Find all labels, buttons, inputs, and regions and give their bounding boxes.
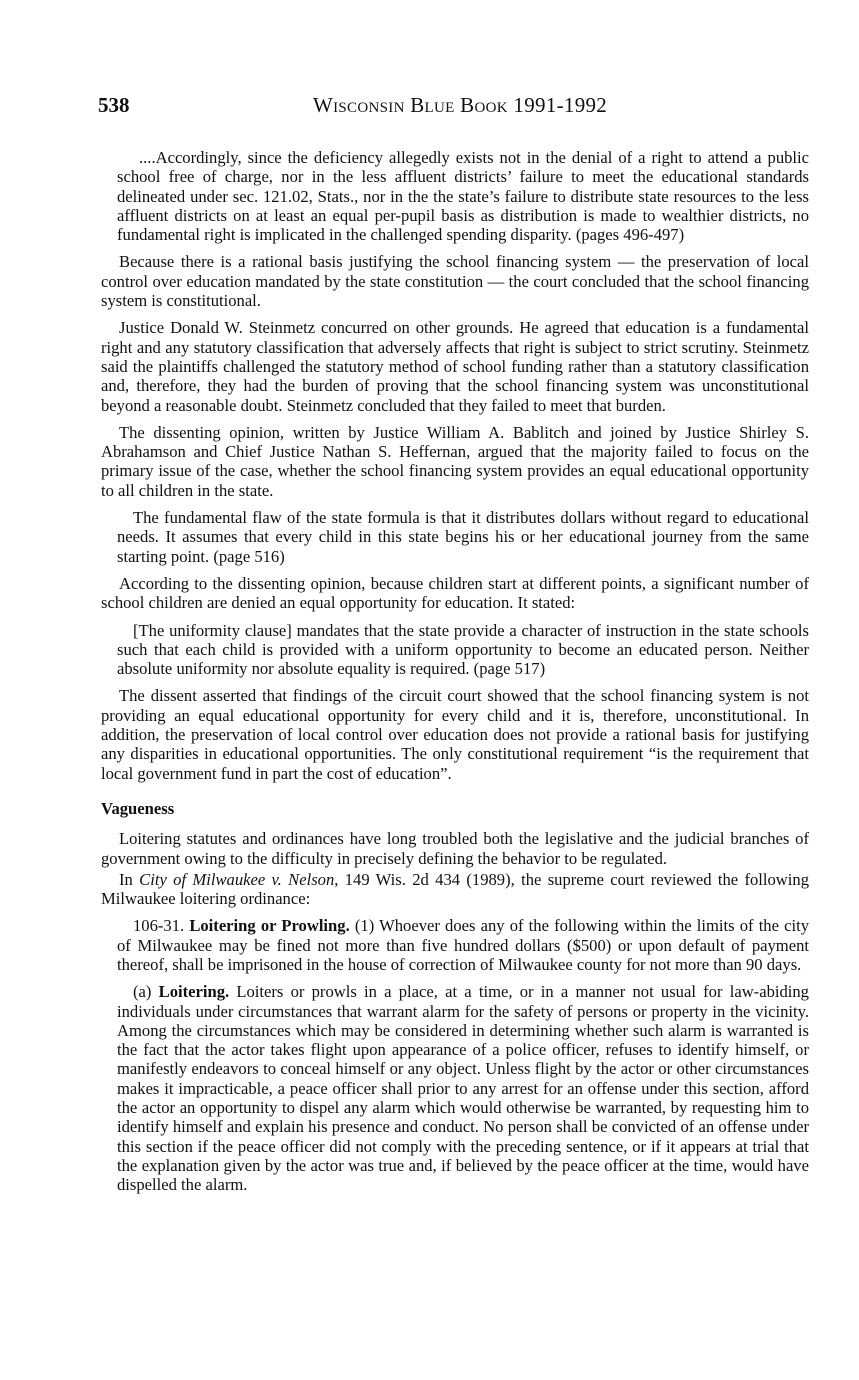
quote-paragraph-7: [The uniformity clause] mandates that the state provide a character of instruction in the state schools such that each child is provided with a uniform opportunity to become an educated person. Neither absolute uniformity nor absolute equality is required. (page 517) (117, 620, 809, 679)
ordinance-subsection (117, 982, 809, 1194)
section-heading: Vagueness (101, 798, 175, 818)
section-paragraph-2 (101, 870, 809, 909)
quote-paragraph-5: The fundamental flaw of the state formula is that it distributes dollars without regard to educational needs. It assumes that every child in this state begins his or her educational journey from the same starting point. (page 516) (117, 508, 809, 566)
section-paragraph-1: Loitering statutes and ordinances have long troubled both the legislative and the judicial branches of government owing to the difficulty in precisely defining the behavior to be regulated. (101, 829, 809, 868)
subsection-text: Loiters or prowls in a place, at a time, or in a manner not usual for law-abiding individuals under circumstances that warrant alarm for the safety of persons or property in the vicinity. Among the circumstances which may be considered in determining whether such alarm is warranted is the fact that the actor takes flight upon appearance of a police officer, refuses to identify himself, or manifestly endeavors to conceal himself or any object. Unless flight by the actor or other circumstances makes it impracticable, a peace officer shall prior to any arrest for an offense under this section, afford the actor an opportunity to dispel any alarm which would otherwise be warranted, by requesting him to identify himself and explain his presence and conduct. No person shall be convicted of an offense under this section if the peace officer did not comply with the preceding sentence, or if it appears at trial that the explanation given by the actor was true and, if believed by the peace officer at the time, would have dispelled the alarm. (117, 982, 809, 1195)
paragraph-2: Because there is a rational basis justifying the school financing system — the preservation of local control over education mandated by the state constitution — the court concluded that the school financing system is constitutional. (101, 252, 809, 311)
page-header (98, 93, 810, 123)
page-body (101, 148, 809, 1203)
case-citation: , 149 Wis. 2d 434 (1989), the supreme court reviewed the following Milwaukee loitering ordinance: (101, 869, 809, 909)
case-name: City of Milwaukee v. Nelson (139, 869, 335, 889)
paragraph-6: According to the dissenting opinion, because children start at different points, a significant number of school children are denied an equal opportunity for education. It stated: (101, 573, 809, 613)
paragraph-8: The dissent asserted that findings of the circuit court showed that the school financing system is not providing an equal educational opportunity for every child and it is, therefore, unconstitutional. In addition, the preservation of local control over education does not provide a rational basis for justifying any disparities in educational opportunities. The only constitutional requirement “is the requirement that local government fund in part the cost of education”. (101, 686, 809, 783)
subsection-title: Loitering. (158, 982, 230, 1002)
page-number: 538 (98, 93, 130, 117)
paragraph-4: The dissenting opinion, written by Justice William A. Bablitch and joined by Justice Shirley S. Abrahamson and Chief Justice Nathan S. Heffernan, argued that the majority failed to focus on the primary issue of the case, whether the school financing system provides an equal educational opportunity to all children in the state. (101, 422, 809, 500)
paragraph-3: Justice Donald W. Steinmetz concurred on other grounds. He agreed that education is a fundamental right and any statutory classification that adversely affects that right is subject to strict scrutiny. Steinmetz said the plaintiffs challenged the statutory method of school funding rather than a statutory classification and, therefore, they had the burden of proving that the school financing system was unconstitutional beyond a reasonable doubt. Steinmetz concluded that they failed to meet that burden. (101, 318, 809, 415)
case-intro: In (119, 869, 140, 889)
ordinance-text: (1) Whoever does any of the following within the limits of the city of Milwaukee may be fined not more than five hundred dollars ($500) or upon default of payment thereof, shall be imprisoned in the house of correction of Milwaukee county for not more than 90 days. (117, 916, 809, 974)
ordinance-paragraph (117, 916, 809, 974)
quote-paragraph-1: ....Accordingly, since the deficiency allegedly exists not in the denial of a right to attend a public school free of charge, nor in the less affluent districts’ failure to meet the educational standards delineated under sec. 121.02, Stats., nor in the the state’s failure to distribute state resources to the less affluent districts on at least an equal per-pupil basis as distribution is made to wealthier districts, no fundamental right is implicated in the challenged spending disparity. (pages 496-497) (117, 148, 809, 245)
ordinance-number: 106-31. (133, 916, 190, 936)
running-title: Wisconsin Blue Book 1991-1992 (313, 93, 608, 117)
subsection-label: (a) (133, 982, 159, 1002)
ordinance-title: Loitering or Prowling. (189, 916, 350, 936)
